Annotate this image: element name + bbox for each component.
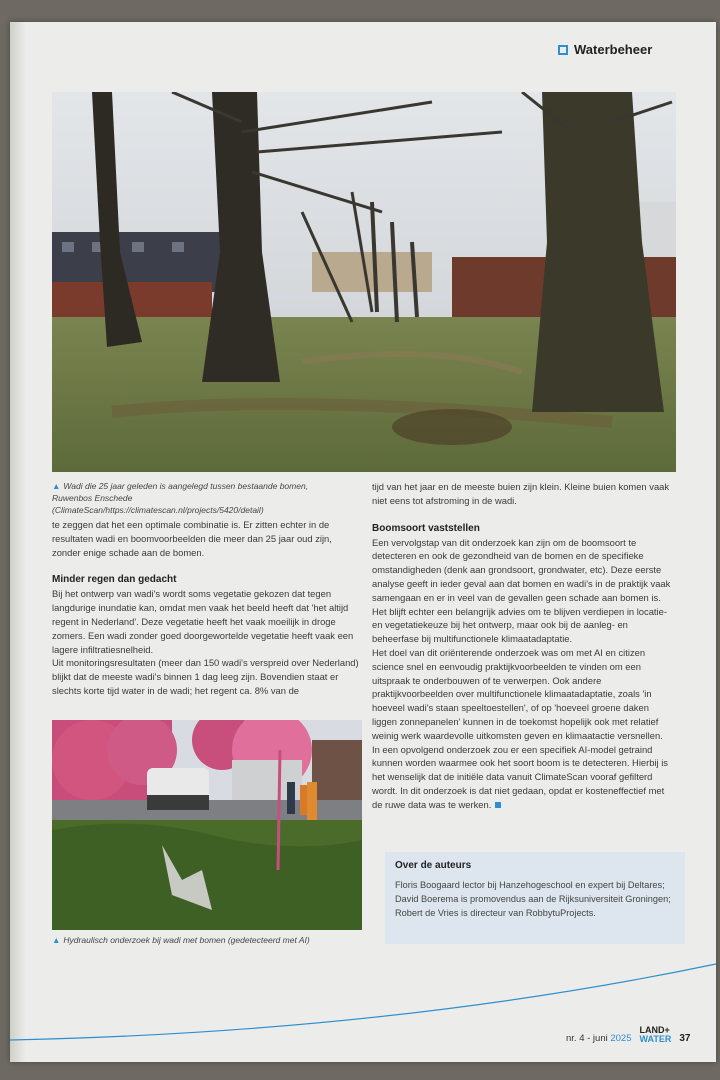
- hydraulic-test-photo: [52, 720, 362, 930]
- photo2-caption-text: Hydraulisch onderzoek bij wadi met bomen (gedetecteerd met AI): [63, 935, 310, 945]
- logo-line-2: WATER: [639, 1034, 672, 1044]
- wadi-trees-photo: [52, 92, 676, 472]
- right-intro-paragraph: tijd van het jaar en de meeste buien zijn klein. Kleine buien komen vaak niet eens tot afstroming in de wadi.: [372, 481, 670, 506]
- left-paragraph-2: Uit monitoringsresultaten (meer dan 150 wadi's verspreid over Nederland) blijkt dat de meeste wadi's binnen 1 dag leeg zijn. Bovendien staat er slechts korte tijd water in de wadi; het regent ca. 8% van de: [52, 657, 359, 696]
- left-column-top: [52, 518, 362, 698]
- magazine-page: [10, 22, 716, 1062]
- caption-triangle-icon: ▲: [52, 935, 61, 945]
- authors-text: Floris Boogaard lector bij Hanzehogeschool en expert bij Deltares; David Boerema is promovendus aan de Rijksuniversiteit Groningen; Robert de Vries is directeur van RobbytuProjects.: [395, 880, 671, 918]
- left-paragraph-1: Bij het ontwerp van wadi's wordt soms vegetatie gekozen dat tegen langdurige inundatie kan, omdat men vaak het beeld heeft dat 'het altijd regent in Nederland'. Deze vegetatie heeft het vaak moeilijk in droge zomers. Een wadi zonder goed doorgewortelde vegetatie heeft vaak een lagere infiltratiesnelheid.: [52, 588, 354, 655]
- heading-boomsoort: Boomsoort vaststellen: [372, 522, 480, 534]
- article-end-square-icon: [495, 802, 501, 808]
- left-intro-paragraph: te zeggen dat het een optimale combinatie is. Er zitten echter in de resultaten wadi en boomvoorbeelden die meer dan 25 jaar oud zijn, zonder enige schade aan de bomen.: [52, 519, 332, 558]
- caption-triangle-icon: ▲: [52, 481, 61, 491]
- magazine-logo: [640, 1026, 672, 1044]
- page-gutter: [10, 22, 26, 1062]
- page-footer: [566, 1026, 690, 1044]
- heading-minder-regen: Minder regen dan gedacht: [52, 574, 177, 586]
- section-square-icon: [558, 45, 568, 55]
- page-number: 37: [679, 1033, 691, 1044]
- logo-line-1: LAND+: [639, 1025, 670, 1035]
- issue-label: [566, 1033, 632, 1044]
- section-tag: [558, 42, 652, 57]
- issue-text: nr. 4 - juni: [566, 1033, 608, 1044]
- right-paragraph-1: Een vervolgstap van dit onderzoek kan zijn om de boomsoort te detecteren en ook de gezondheid van de bomen en de specifieke omstandigheden (denk aan grondsoort, grondwater, etc). Deze eerste analyse geeft in ieder geval aan dat bomen en wadi's in de praktijk vaak samengaan en er in veel van de gevallen geen schade aan bomen is. Het blijft echter een belangrijk advies om te blijven verdiepen in locatie- en vegetatiekeuze bij het ontwerp, maar ook bij de aanleg- en beheerfase bij multifunctionele klimaatadaptatie.: [372, 536, 671, 645]
- photo1-caption: [52, 480, 322, 516]
- authors-box: [385, 852, 685, 944]
- photo2-caption: [52, 934, 362, 946]
- right-paragraph-2: Het doel van dit oriënterende onderzoek was om met AI en citizen science snel en eenvoudig praktijkvoorbeelden te vinden om een uitspraak te onderbouwen of te verwerpen. Ook andere praktijkvoorbeelden over multifunctionele klimaatadaptatie, zoals 'in hoeveel wadi's staan speeltoestellen', of op 'hoeveel groene daken liggen zonnepanelen' kunnen in de toekomst hopelijk ook met relatief weinig werk waardevolle uitkomsten geven en klimaatactie versnellen.: [372, 646, 663, 741]
- issue-year: 2025: [610, 1033, 632, 1044]
- right-column: [372, 480, 672, 812]
- right-paragraph-3: [372, 743, 672, 812]
- section-title: Waterbeheer: [574, 42, 653, 57]
- photo1-caption-text: Wadi die 25 jaar geleden is aangelegd tussen bestaande bomen, Ruwenbos Enschede (ClimateScan/https://climatescan.nl/projects/5420/detail): [52, 481, 309, 515]
- right-paragraph-3-text: In een opvolgend onderzoek zou er een specifiek AI-model getraind kunnen worden waarmee ook het soort boom is te detecteren. Hierbij is het wenselijk dat de initiële data vanuit ClimateScan vooraf gefilterd wordt. In dit onderzoek is dat niet gedaan, opdat er kosteneffectief met de ruwe data was te werken.: [372, 743, 668, 810]
- authors-title: Over de auteurs: [395, 860, 472, 871]
